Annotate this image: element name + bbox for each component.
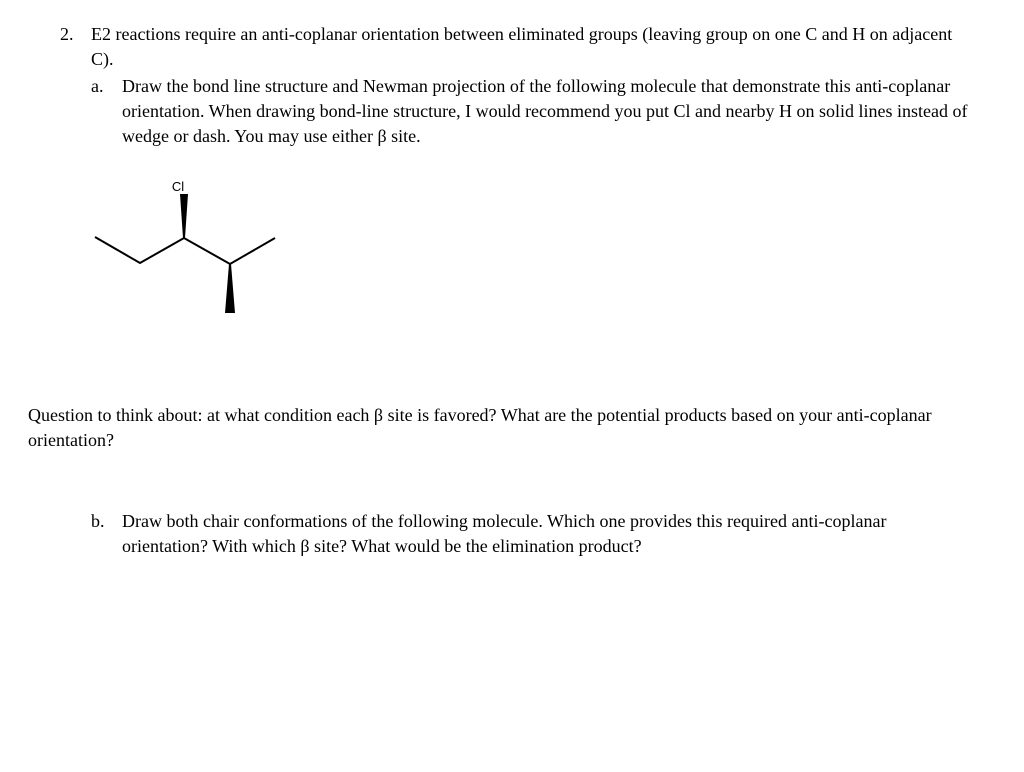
question-2 — [60, 22, 980, 74]
carbon-skeleton — [95, 237, 275, 264]
part-a-label: a. — [91, 76, 104, 96]
part-a — [91, 74, 991, 152]
question-number: 2. — [60, 24, 74, 44]
part-b — [91, 509, 991, 561]
think-question-text: Question to think about: at what condition each β site is favored? What are the potential products based on your anti-coplanar orientation? — [28, 405, 932, 450]
wedge-bond-cl — [180, 194, 188, 238]
think-question — [28, 403, 988, 455]
part-b-text: Draw both chair conformations of the following molecule. Which one provides this required anti-coplanar orientation? With which β site? What would be the elimination product? — [122, 511, 887, 556]
question-2-text: E2 reactions require an anti-coplanar orientation between eliminated groups (leaving group on one C and H on adjacent C). — [91, 24, 953, 69]
chlorine-label: Cl — [171, 179, 185, 194]
molecule-structure — [80, 170, 300, 320]
wedge-bond-methyl — [225, 264, 235, 313]
part-b-label: b. — [91, 511, 105, 531]
part-a-text: Draw the bond line structure and Newman projection of the following molecule that demonstrate this anti-coplanar orientation. When drawing bond-line structure, I would recommend you put Cl and nearby H on solid lines instead of wedge or dash. You may use either β site. — [122, 76, 968, 146]
